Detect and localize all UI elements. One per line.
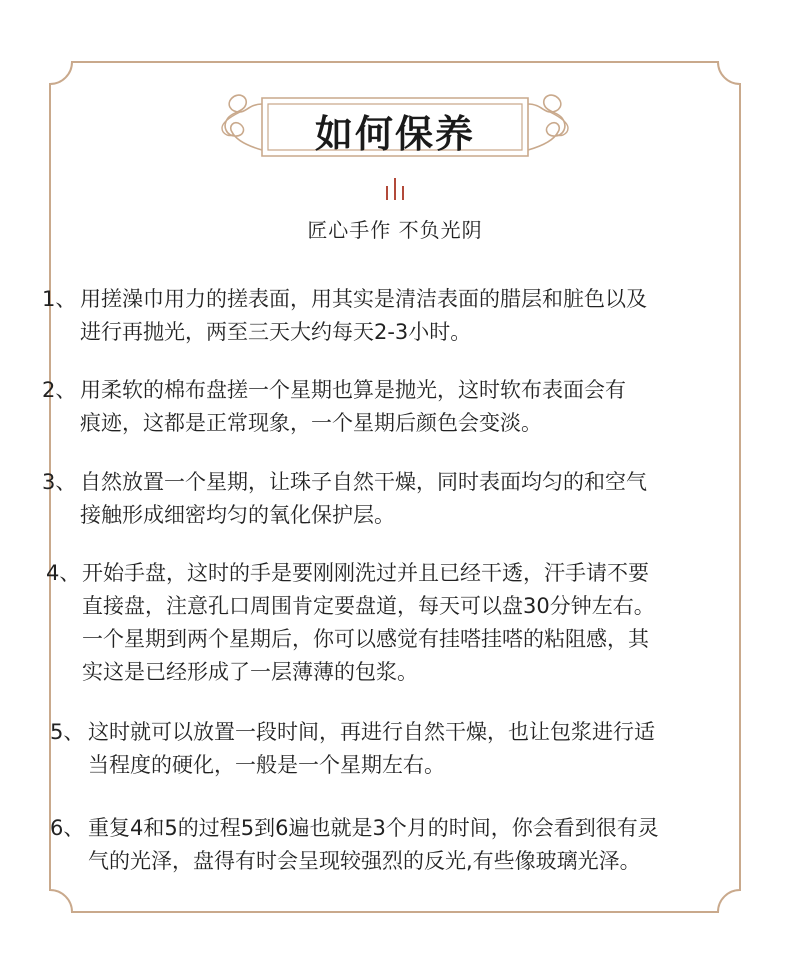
subtitle: 匠心手作 不负光阴 xyxy=(307,218,483,242)
divider-mark-icon xyxy=(374,178,416,202)
item-line: 一个星期到两个星期后，你可以感觉有挂嗒挂嗒的粘阻感，其 xyxy=(82,627,649,651)
item-line: 接触形成细密均匀的氧化保护层。 xyxy=(80,503,395,527)
item-number: 3、 xyxy=(42,470,77,494)
item-line: 用柔软的棉布盘搓一个星期也算是抛光，这时软布表面会有 xyxy=(80,378,626,402)
item-line: 直接盘，注意孔口周围肯定要盘道，每天可以盘30分钟左右。 xyxy=(82,594,655,618)
item-number: 1、 xyxy=(42,287,77,311)
list-item xyxy=(42,374,626,440)
list-item xyxy=(42,466,647,532)
item-line: 气的光泽，盘得有时会呈现较强烈的反光,有些像玻璃光泽。 xyxy=(88,849,641,873)
item-number: 5、 xyxy=(50,720,85,744)
list-item xyxy=(50,716,655,782)
item-line: 开始手盘，这时的手是要刚刚洗过并且已经干透，汗手请不要 xyxy=(82,561,649,585)
list-item xyxy=(50,812,659,878)
list-item xyxy=(42,283,647,349)
item-number: 4、 xyxy=(46,561,81,585)
item-line: 实这是已经形成了一层薄薄的包浆。 xyxy=(82,660,418,684)
item-line: 痕迹，这都是正常现象，一个星期后颜色会变淡。 xyxy=(80,411,542,435)
item-line: 用搓澡巾用力的搓表面，用其实是清洁表面的腊层和脏色以及 xyxy=(80,287,647,311)
item-line: 进行再抛光，两至三天大约每天2-3小时。 xyxy=(80,320,472,344)
item-line: 当程度的硬化，一般是一个星期左右。 xyxy=(88,753,445,777)
item-line: 重复4和5的过程5到6遍也就是3个月的时间，你会看到很有灵 xyxy=(88,816,659,840)
item-number: 6、 xyxy=(50,816,85,840)
item-line: 自然放置一个星期，让珠子自然干燥，同时表面均匀的和空气 xyxy=(80,470,647,494)
item-number: 2、 xyxy=(42,378,77,402)
item-line: 这时就可以放置一段时间，再进行自然干燥，也让包浆进行适 xyxy=(88,720,655,744)
list-item xyxy=(46,557,655,689)
page-title: 如何保养 xyxy=(314,111,475,156)
